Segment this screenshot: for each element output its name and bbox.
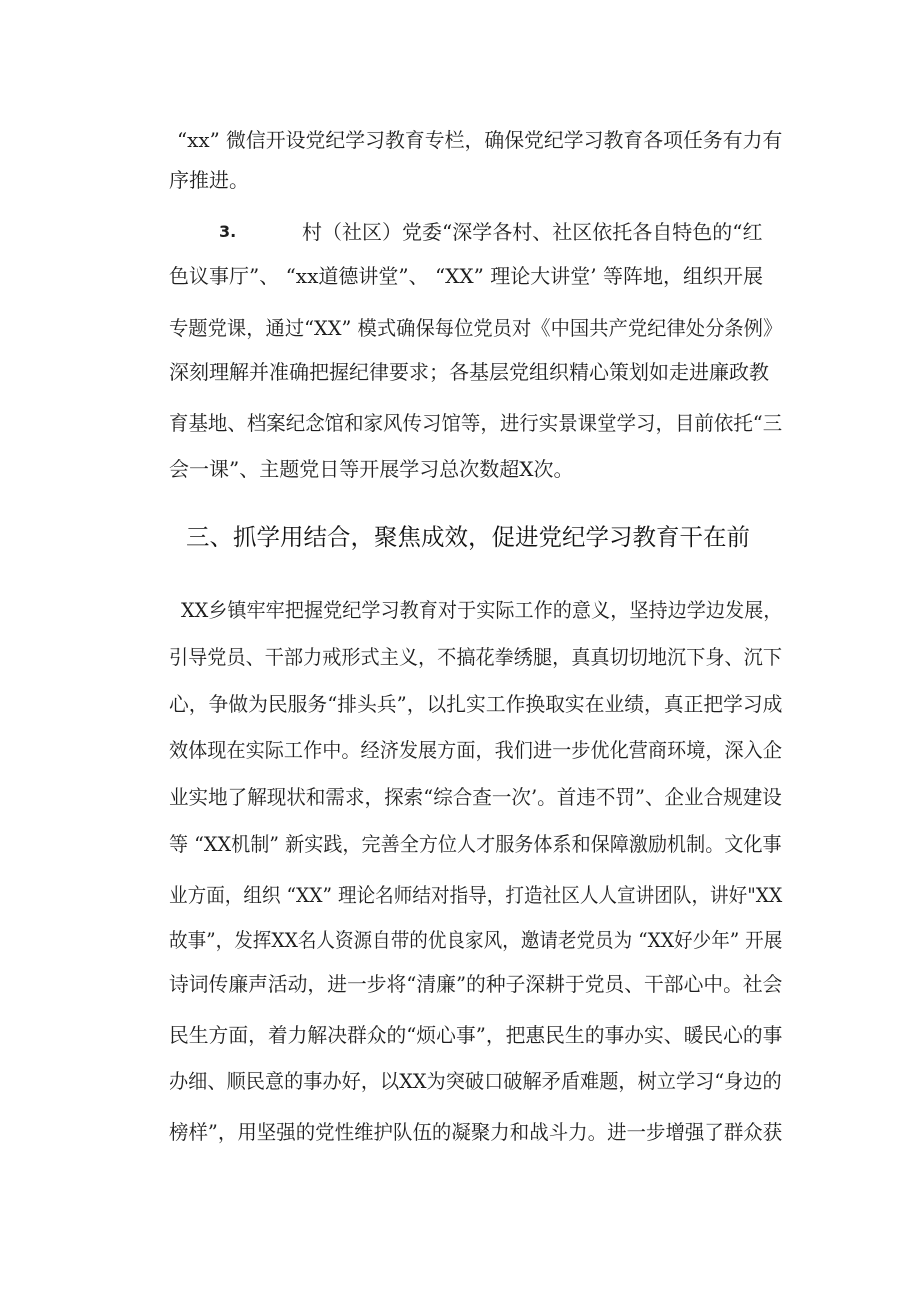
paragraph-line: 育基地、档案纪念馆和家风传习馆等，进行实景课堂学习，目前依托“三	[169, 411, 783, 435]
section-heading: 三、抓学用结合，聚焦成效，促进党纪学习教育干在前	[186, 523, 750, 551]
paragraph-line: 民生方面，着力解决群众的“烦心事”，把惠民生的事办实、暖民心的事	[169, 1023, 783, 1047]
paragraph-line: 业实地了解现状和需求，探索“综合查一次’。首违不罚”、企业合规建设	[169, 785, 782, 809]
paragraph-line: 专题党课，通过“XX” 模式确保每位党员对《中国共产党纪律处分条例》	[169, 316, 783, 340]
paragraph-line: 等 “XX机制” 新实践，完善全方位人才服务体系和保障激励机制。文化事	[169, 832, 782, 856]
paragraph-line: 心，争做为民服务“排头兵”，以扎实工作换取实在业绩，真正把学习成	[169, 692, 783, 716]
paragraph-line: 村（社区）党委“深学各村、社区依托各自特色的“红	[302, 220, 763, 244]
paragraph-line: 效体现在实际工作中。经济发展方面，我们进一步优化营商环境，深入企	[169, 738, 782, 762]
paragraph-line: 故事”，发挥XX名人资源自带的优良家风，邀请老党员为 “XX好少年” 开展	[169, 928, 783, 952]
paragraph-line: 业方面，组织 “XX” 理论名师结对指导，打造社区人人宣讲团队，讲好"XX	[169, 883, 783, 907]
paragraph-line: 色议事厅”、 “xx道德讲堂”、 “XX” 理论大讲堂’ 等阵地，组织开展	[169, 264, 763, 288]
paragraph-line: 诗词传廉声活动，进一步将“清廉”的种子深耕于党员、干部心中。社会	[169, 972, 783, 996]
paragraph-line: 榜样”，用坚强的党性维护队伍的凝聚力和战斗力。进一步增强了群众获	[169, 1120, 783, 1144]
paragraph-line: 深刻理解并准确把握纪律要求；各基层党组织精心策划如走进廉政教	[169, 360, 769, 384]
paragraph-line: 引导党员、干部力戒形式主义，不搞花拳绣腿，真真切切地沉下身、沉下	[169, 645, 782, 669]
paragraph-line: 会一课”、主题党日等开展学习总次数超X次。	[169, 457, 574, 481]
paragraph-line: 办细、顺民意的事办好，以XX为突破口破解矛盾难题，树立学习“身边的	[169, 1069, 782, 1093]
paragraph-line: “xx” 微信开设党纪学习教育专栏，确保党纪学习教育各项任务有力有	[177, 128, 783, 152]
paragraph-line: XX乡镇牢牢把握党纪学习教育对于实际工作的意义，坚持边学边发展，	[181, 598, 783, 622]
list-item-number: 3.	[219, 222, 237, 241]
paragraph-line: 序推进。	[169, 168, 249, 192]
